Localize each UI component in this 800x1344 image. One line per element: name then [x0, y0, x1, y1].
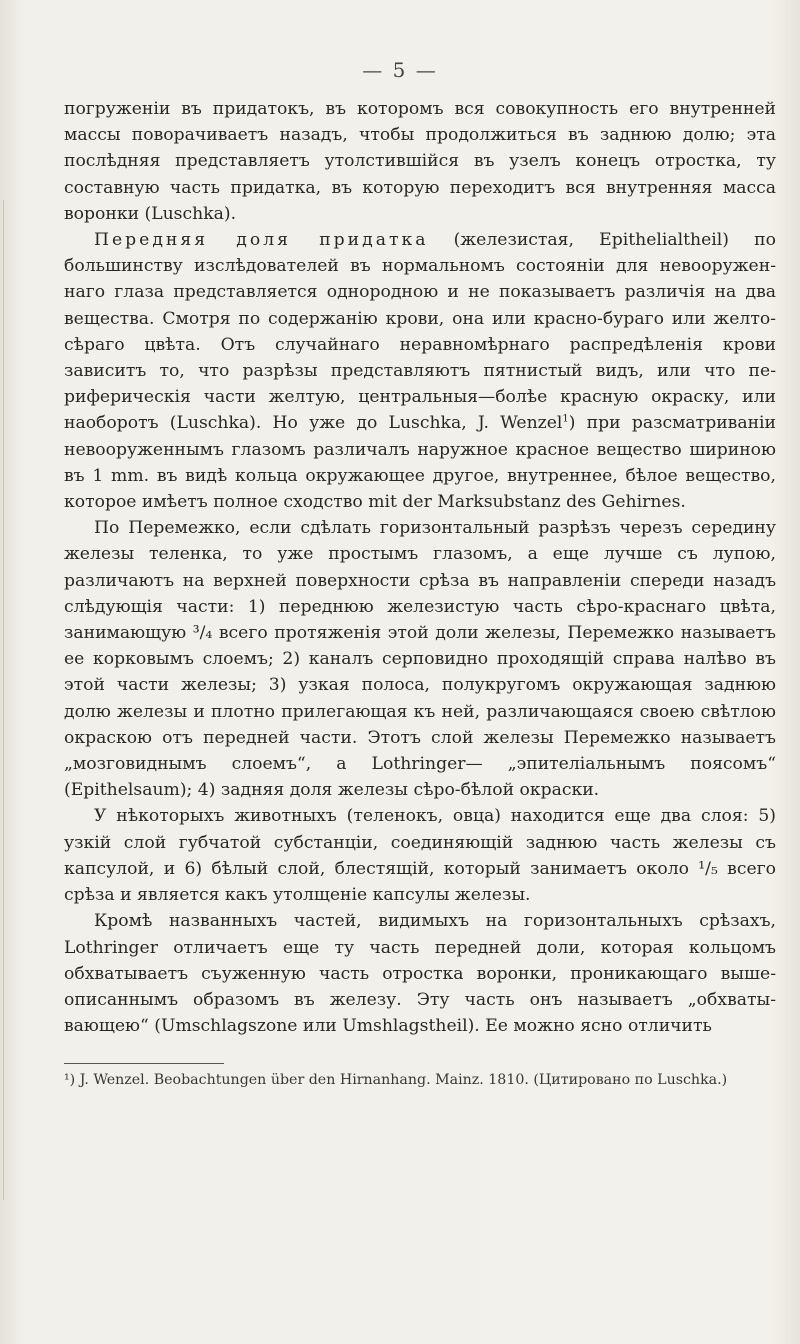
- body-text: [64, 96, 776, 1039]
- page-number: — 5 —: [362, 58, 438, 82]
- paragraph-2-text-a: (железистая, Epithelialtheil) по большинству изслѣдователей въ нормальномъ состояніи для невооруженнаго глаза представляется однородною и не показываетъ различія на два вещества. Смотря по содержанію крови, она или красно-бураго или желто-сѣраго цвѣта. Отъ случайнаго неравномѣрнаго распредѣленія крови зависитъ то, что разрѣзы представляютъ пятнистый видъ, или что периферическія части желтую, центральныя—болѣе красную окраску, или наоборотъ (Luschka). Но уже до Luschka, J. Wenzel: [64, 230, 776, 434]
- footnote-marker: ¹): [64, 1072, 76, 1088]
- paragraph-5: Кромѣ названныхъ частей, видимыхъ на горизонтальныхъ срѣзахъ, Lothringer отличаетъ еще ту часть передней доли, которая кольцомъ обхватываетъ съуженную часть отростка воронки, проникающаго вышеописаннымъ образомъ въ железу. Эту часть онъ называетъ „обхватывающею“ (Umschlagszone или Umshlagstheil). Ее можно ясно отличить: [64, 911, 776, 1037]
- footnote-divider: [64, 1063, 224, 1064]
- paragraph-2-heading: Передняя доля придатка: [94, 230, 429, 251]
- footnote: [64, 1070, 776, 1091]
- paragraph-1: погруженіи въ придатокъ, въ которомъ вся совокупность его внутренней массы поворачиваетъ назадъ, чтобы продолжиться въ заднюю долю; эта послѣдняя представляетъ утолстившійся въ узелъ конецъ отростка, ту составную часть придатка, въ которую переходитъ вся внутренняя масса воронки (Luschka).: [64, 99, 776, 224]
- footnote-text: J. Wenzel. Beobachtungen über den Hirnanhang. Mainz. 1810. (Цитировано по Luschka.): [75, 1072, 728, 1088]
- paragraph-3: По Перемежко, если сдѣлать горизонтальный разрѣзъ черезъ середину железы теленка, то уже простымъ глазомъ, а еще лучше съ лупою, различаютъ на верхней поверхности срѣза въ направленіи спереди назадъ слѣдующія части: 1) переднюю железистую часть сѣро-краснаго цвѣта, занимающую ³/₄ всего протяженія этой доли железы, Перемежко называетъ ее корковымъ слоемъ; 2) каналъ серповидно проходящій справа налѣво въ этой части железы; 3) узкая полоса, полукругомъ окружающая заднюю долю железы и плотно прилегающая къ ней, различающаяся своею свѣтлою окраскою отъ передней части. Этотъ слой железы Перемежко называетъ „мозговиднымъ слоемъ“, а Lothringer— „эпителіальнымъ поясомъ“ (Epithelsaum); 4) задняя доля железы сѣро-бѣлой окраски.: [64, 518, 776, 801]
- paragraph-4: У нѣкоторыхъ животныхъ (теленокъ, овца) находится еще два слоя: 5) узкій слой губчатой субстанціи, соединяющій заднюю часть железы съ капсулой, и 6) бѣлый слой, блестящій, который занимаетъ около ¹/₅ всего срѣза и является какъ утолщеніе капсулы железы.: [64, 806, 776, 906]
- paragraph-2: [64, 227, 776, 515]
- footnote-reference[interactable]: 1: [562, 413, 569, 425]
- page-edge-shadow: [3, 200, 4, 1200]
- paragraph-2-text-b: ) при разсматриваніи невооруженнымъ глазомъ различалъ наружное красное вещество шириною въ 1 mm. въ видѣ кольца окружающее другое, внутреннее, бѣлое вещество, которое имѣетъ полное сходство mit der Marksubstanz des Gehirnes.: [64, 413, 776, 513]
